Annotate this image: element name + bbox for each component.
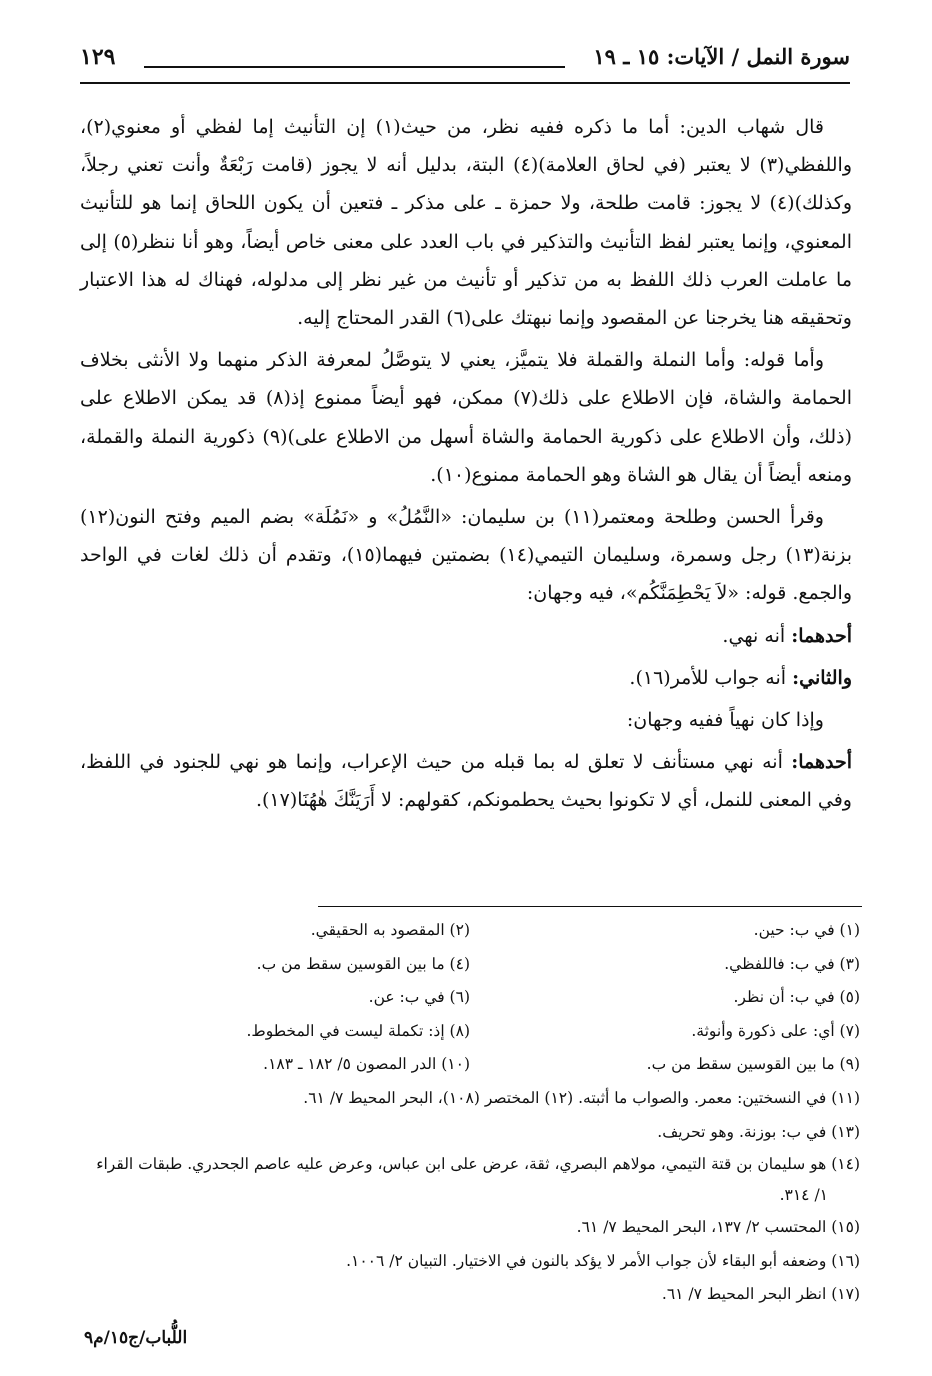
footnote: (١٣) في ب: بوزنة. وهو تحريف. — [657, 1122, 860, 1141]
item-label: أحدهما: — [791, 624, 852, 647]
footnote: (٤) ما بين القوسين سقط من ب. — [256, 954, 470, 973]
footnote-separator — [318, 906, 862, 907]
header-title: سورة النمل / الآيات: ١٥ ـ ١٩ — [593, 44, 850, 69]
main-text — [80, 108, 852, 824]
footnote: (١٠) الدر المصون ٥/ ١٨٢ ـ ١٨٣. — [263, 1055, 470, 1074]
list-item — [80, 659, 852, 697]
footnote: (١٥) المحتسب ٢/ ١٣٧، البحر المحيط ٧/ ٦١. — [576, 1218, 860, 1237]
footnote: (١٤) هو سليمان بن قتة التيمي، مولاهم البصري، ثقة، عرض على ابن عباس، وعرض عليه عاصم الجحدري. طبقات القراء ١/ ٣١٤. — [96, 1155, 860, 1205]
footnote: (١) في ب: حين. — [753, 921, 860, 939]
item-text: أنه جواب للأمر(١٦). — [629, 666, 793, 689]
item-text: أنه نهي. — [722, 624, 792, 647]
running-header — [80, 44, 850, 78]
footnote: (٩) ما بين القوسين سقط من ب. — [646, 1055, 860, 1074]
paragraph-4: وإذا كان نهياً ففيه وجهان: — [626, 709, 824, 732]
footnote: (١٧) انظر البحر المحيط ٧/ ٦١. — [661, 1285, 860, 1304]
footnote-row — [80, 1015, 860, 1049]
footnote: (٥) في ب: أن نظر. — [733, 988, 860, 1007]
footnote-row — [80, 948, 860, 982]
page-number: ١٢٩ — [80, 44, 116, 70]
item-label: والثاني: — [792, 666, 852, 689]
footnote-row — [80, 1048, 860, 1082]
footnote: (٢) المقصود به الحقيقي. — [310, 921, 470, 939]
footnotes — [80, 914, 860, 1312]
paragraph-2: وأما قوله: وأما النملة والقملة فلا يتميَّز، يعني لا يتوصَّلُ لمعرفة الذكر منهما ولا الأنثى بخلاف الحمامة والشاة، فإن الاطلاع على ذلك(٧) ممكن، فهو أيضاً ممنوع إذ(٨) قد يمكن الاطلاع على (ذلك، وأن الاطلاع على ذكورية الحمامة والشاة أسهل من الاطلاع على)(٩) ذكورية النملة والقملة، ومنعه أيضاً أن يقال هو الشاة وهو الحمامة ممنوع(١٠). — [80, 349, 852, 486]
footnote: (١٦) وضعفه أبو البقاء لأن جواب الأمر لا يؤكد بالنون في الاختيار. التبيان ٢/ ١٠٠٦. — [346, 1251, 860, 1270]
header-line — [144, 66, 565, 68]
footnote: (٨) إذ: تكملة ليست في المخطوط. — [246, 1021, 470, 1040]
footnote: (١١) في النسختين: معمر. والصواب ما أثبته. (١٢) المختصر (١٠٨)، البحر المحيط ٧/ ٦١. — [303, 1088, 860, 1107]
list-item — [80, 617, 852, 655]
footnote: (٧) أي: على ذكورة وأنوثة. — [691, 1021, 860, 1040]
paragraph-1: قال شهاب الدين: أما ما ذكره ففيه نظر، من حيث(١) إن التأنيث إما لفظي أو معنوي(٢)، واللفظي(٣) لا يعتبر (في لحاق العلامة)(٤) البتة، بدليل أنه لا يجوز (قامت رَبْعَةٌ وأنت تعني رجلاً، وكذلك)(٤) لا يجوز: قامت طلحة، ولا حمزة ـ على مذكر ـ فتعين أن يكون اللحاق إنما هو للتأنيث المعنوي، وإنما يعتبر لفظ التأنيث والتذكير في باب العدد على معنى خاص أيضاً، وهو أنا ننظر(٥) إلى ما عاملت العرب ذلك اللفظ به من تذكير أو تأنيث من غير نظر إلى مدلوله، فهناك له هذا الاعتبار وتحقيقه هنا يخرجنا عن المقصود وإنما نبهتك على(٦) القدر المحتاج إليه. — [80, 116, 853, 330]
footnote: (٣) في ب: فاللفظي. — [724, 954, 860, 973]
footnote: (٦) في ب: عن. — [368, 988, 470, 1007]
signature-mark: اللُّباب/ج١٥/م٩ — [84, 1328, 188, 1348]
footnote-row — [80, 981, 860, 1015]
list-item — [80, 743, 852, 819]
paragraph-3: وقرأ الحسن وطلحة ومعتمر(١١) بن سليمان: «النَّمُلُ» و «نَمُلَة» بضم الميم وفتح النون(١٢) بزنة(١٣) رجل وسمرة، وسليمان التيمي(١٤) بضمتين فيهما(١٥)، وتقدم أن ذلك لغات في الواحد والجمع. قوله: «لاَ يَحْطِمَنَّكُم»، فيه وجهان: — [80, 506, 852, 605]
item-label: أحدهما: — [791, 751, 852, 774]
header-divider — [80, 82, 850, 84]
item-text: أنه نهي مستأنف لا تعلق له بما قبله من حيث الإعراب، وإنما هو نهي للجنود في اللفظ، وفي المعنى للنمل، أي لا تكونوا بحيث يحطمونكم، كقولهم: لا أَرَيَنَّكَ هٰهُنَا(١٧). — [80, 751, 852, 812]
footnote-row — [80, 914, 860, 948]
